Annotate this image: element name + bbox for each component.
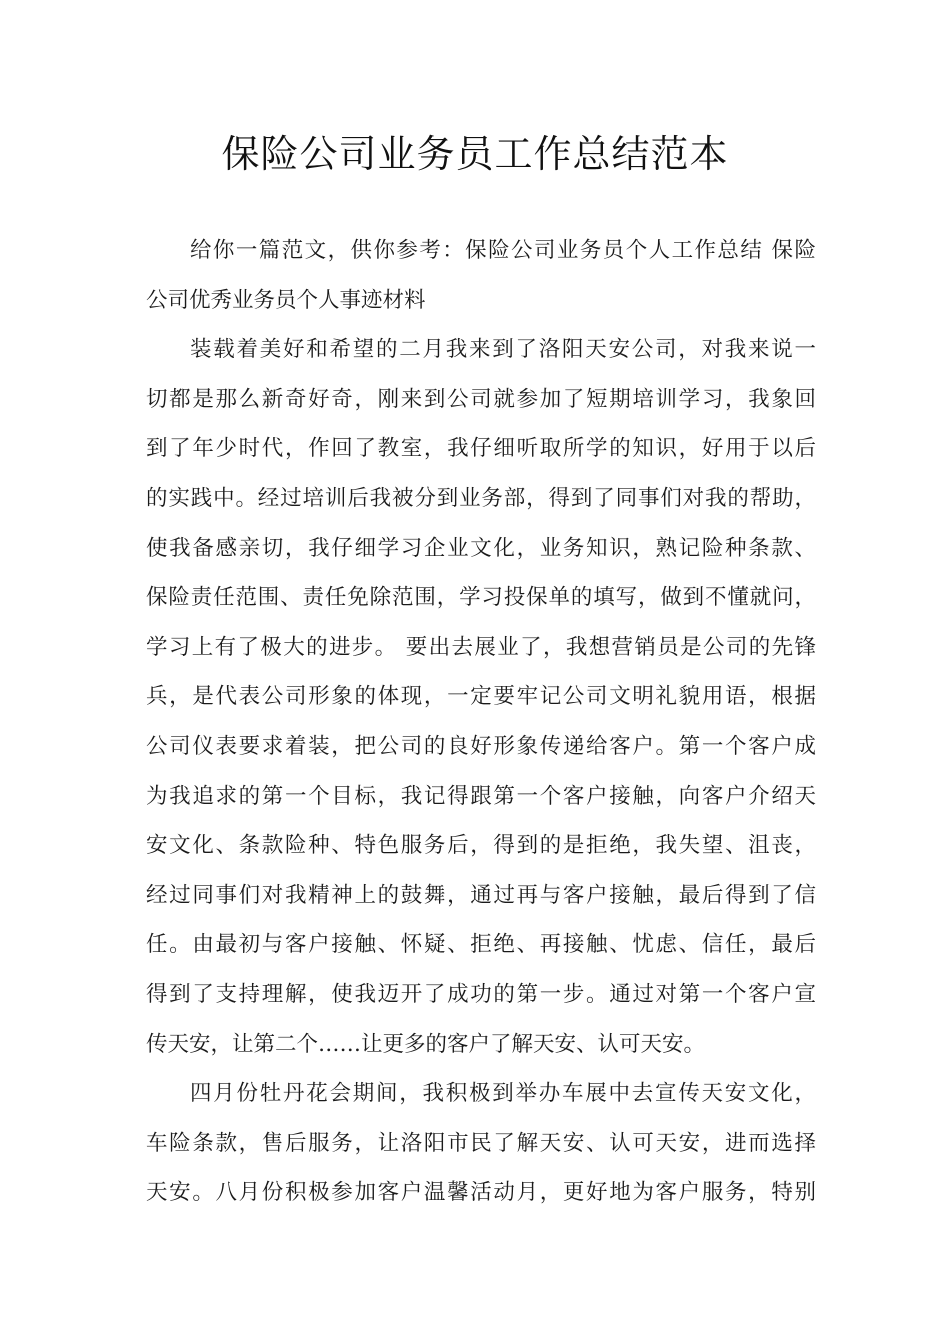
- text-line: 安文化、条款险种、特色服务后，得到的是拒绝，我失望、沮丧，: [146, 833, 816, 859]
- text-line: 切都是那么新奇好奇，刚来到公司就参加了短期培训学习，我象回: [146, 386, 816, 412]
- text-line: 经过同事们对我精神上的鼓舞，通过再与客户接触，最后得到了信: [146, 882, 816, 908]
- text-line: 车险条款，售后服务，让洛阳市民了解天安、认可天安，进而选择: [146, 1130, 816, 1156]
- text-line: 装载着美好和希望的二月我来到了洛阳天安公司，对我来说一: [190, 337, 816, 363]
- text-line: 为我追求的第一个目标，我记得跟第一个客户接触，向客户介绍天: [146, 783, 816, 809]
- text-line: 保险责任范围、责任免除范围，学习投保单的填写，做到不懂就问，: [146, 585, 816, 611]
- text-line: 使我备感亲切，我仔细学习企业文化，业务知识，熟记险种条款、: [146, 535, 816, 561]
- text-line: 传天安，让第二个……让更多的客户了解天安、认可天安。: [146, 1031, 706, 1057]
- text-line: 公司仪表要求着装，把公司的良好形象传递给客户。第一个客户成: [146, 733, 816, 759]
- text-line: 四月份牡丹花会期间，我积极到举办车展中去宣传天安文化，: [190, 1081, 816, 1107]
- text-line: 得到了支持理解，使我迈开了成功的第一步。通过对第一个客户宣: [146, 981, 816, 1007]
- text-line: 学习上有了极大的进步。 要出去展业了，我想营销员是公司的先锋: [146, 634, 816, 660]
- text-line: 天安。八月份积极参加客户温馨活动月，更好地为客户服务，特别: [146, 1180, 816, 1206]
- document-title: 保险公司业务员工作总结范本: [221, 132, 729, 176]
- text-line: 兵，是代表公司形象的体现，一定要牢记公司文明礼貌用语，根据: [146, 684, 816, 710]
- document-body: [146, 226, 816, 1218]
- text-line: 任。由最初与客户接触、怀疑、拒绝、再接触、忧虑、信任，最后: [146, 932, 816, 958]
- text-line: 给你一篇范文，供你参考：保险公司业务员个人工作总结 保险: [190, 238, 816, 263]
- text-line: 的实践中。经过培训后我被分到业务部，得到了同事们对我的帮助，: [146, 485, 816, 511]
- text-line: 公司优秀业务员个人事迹材料: [146, 287, 426, 313]
- text-line: 到了年少时代，作回了教室，我仔细听取所学的知识，好用于以后: [146, 436, 816, 462]
